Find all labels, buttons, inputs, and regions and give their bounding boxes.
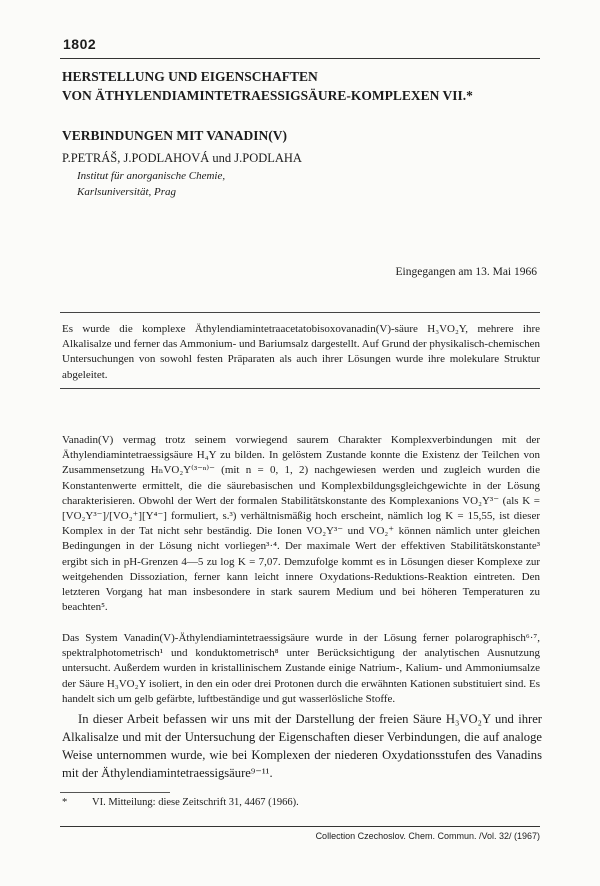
body-paragraph-3: In dieser Arbeit befassen wir uns mit der Darstellung der freien Säure H₃VO₂Y und ihrer Alkalisalze und mit der Untersuchung der Eigenschaften dieser Verbindungen, die auf analoge Weise unternommen wurde, wie bei Komplexen der niederen Oxydationsstufen des Vanadins mit der Äthylendiamintetraessigsäure⁹⁻¹¹. (62, 712, 542, 780)
affiliation-line-2: Karlsuniversität, Prag (77, 186, 177, 198)
authors: P.PETRÁŠ, J.PODLAHOVÁ und J.PODLAHA (62, 151, 302, 165)
footnote-rule (60, 792, 170, 793)
abstract: Es wurde die komplexe Äthylendiamintetraacetatobisoxovanadin(V)-säure H₃VO₂Y, mehrere ihre Alkalisalze und ferner das Ammonium- und Bariumsalz dargestellt. Auf Grund der physikalisch-chemischen Untersuchungen von sowohl festen Präparaten als auch ihrer Lösungen wurde ihre molekulare Struktur abgeleitet. (62, 323, 540, 381)
affiliation-line-1: Institut für anorganische Chemie, (77, 170, 226, 182)
footnote (62, 797, 299, 808)
body-paragraph-2: Das System Vanadin(V)-Äthylendiamintetraessigsäure wurde in der Lösung ferner polarographisch⁶·⁷, spektralphotometrisch¹ und konduktometrisch⁸ unter Berücksichtigung der analytischen Ausnutzung untersucht. Außerdem wurden in kristallinischem Zustande einige Natrium-, Kalium- und Ammoniumsalze der Säure H₃VO₂Y isoliert, in den ein oder drei Protonen durch die erwähnten Kationen substituiert sind. Es handelt sich um gelb gefärbte, luftbeständige und gut wasserlösliche Stoffe. (62, 632, 540, 705)
title-line-2: VON ÄTHYLENDIAMINTETRAESSIGSÄURE-KOMPLEXEN VII.* (62, 88, 473, 103)
journal-footer: Collection Czechoslov. Chem. Commun. /Vol. 32/ (1967) (315, 831, 540, 841)
header-rule (60, 58, 540, 59)
affiliation (77, 168, 225, 200)
abstract-top-rule (60, 312, 540, 313)
article-title (62, 67, 542, 105)
title-line-1: HERSTELLUNG UND EIGENSCHAFTEN (62, 69, 318, 84)
article-subtitle: VERBINDUNGEN MIT VANADIN(V) (62, 128, 288, 143)
footnote-mark: * (62, 797, 68, 808)
body-paragraph-1: Vanadin(V) vermag trotz seinem vorwiegend saurem Charakter Komplexverbindungen mit der Äthylendiamintetraessigsäure H₄Y zu bilden. In gelöstem Zustande konnte die Existenz der Teilchen von Zusammensetzung HₙVO₂Y⁽³⁻ⁿ⁾⁻ (mit n = 0, 1, 2) nachgewiesen werden und zugleich wurden die Konstantenwerte ermittelt, die die säurebasischen und Komplexbildungsgleichgewichte in der Lösung charakterisieren. Obwohl der Wert der formalen Stabilitätskonstante des Komplexanions VO₂Y³⁻ (als K = [VO₂Y³⁻]/[VO₂⁺][Y⁴⁻] formuliert, s.³) verhältnismäßig hoch erscheint, nämlich log K = 15,55, ist dieser Komplex in der Tat nicht sehr beständig. Die Ionen VO₂Y³⁻ und VO₂⁺ können nämlich unter gleichen Bedingungen in der Lösung nicht vorliegen³·⁴. Der maximale Wert der effektiven Stabilitätskonstante³ ergibt sich in pH-Grenzen 4—5 zu log K = 7,07. Demzufolge kommt es in Lösungen dieser Komplexe zur weitgehenden Dissoziation, ferner kann leicht innere Oxydations-Reduktions-Reaktion eintreten. Den letzteren Vorgang hat man insbesondere in stark saurem Medium und bei höheren Temperaturen zu beachten⁵. (62, 434, 540, 614)
footnote-text: VI. Mitteilung: diese Zeitschrift 31, 4467 (1966). (92, 797, 299, 808)
footer-rule (60, 826, 540, 827)
abstract-bottom-rule (60, 388, 540, 389)
page-number: 1802 (63, 36, 97, 52)
received-date: Eingegangen am 13. Mai 1966 (395, 266, 537, 278)
